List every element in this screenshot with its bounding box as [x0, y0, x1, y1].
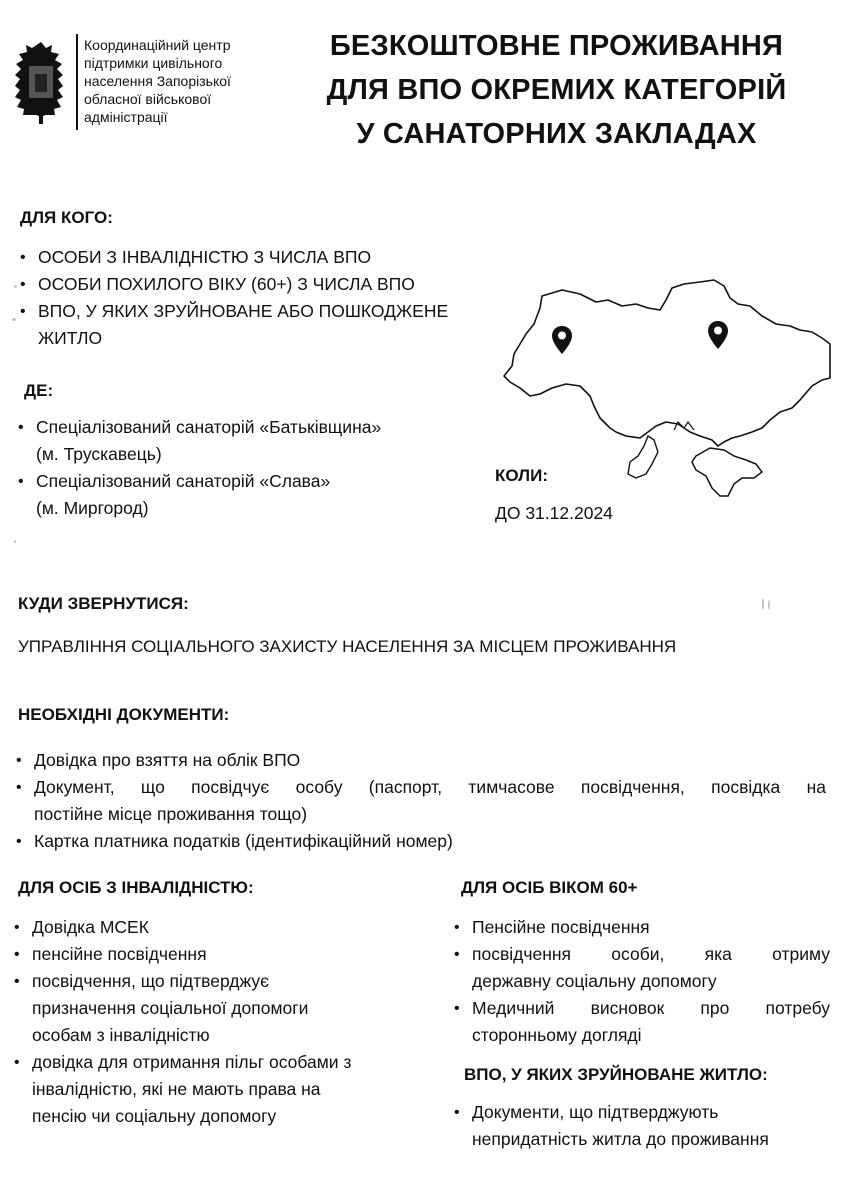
destroyed-housing-heading: ВПО, У ЯКИХ ЗРУЙНОВАНЕ ЖИТЛО:	[464, 1065, 768, 1084]
scan-noise	[768, 600, 770, 610]
disability-heading: ДЛЯ ОСІБ З ІНВАЛІДНІСТЮ:	[18, 878, 254, 897]
sanatorium-item	[16, 414, 486, 468]
when-heading: КОЛИ:	[495, 466, 548, 485]
list-item-text: • Медичний висновок про потребу	[472, 998, 830, 1018]
org-line: підтримки цивільного	[84, 55, 223, 71]
documents-list	[14, 747, 826, 855]
org-line: обласної військової	[84, 91, 212, 107]
list-item-text: ЖИТЛО	[38, 328, 103, 348]
ukraine-map-icon	[500, 260, 840, 500]
list-item	[12, 968, 422, 1049]
org-line: Координаційний центр	[84, 37, 231, 53]
list-item-text: • Довідка МСЕК	[32, 917, 149, 937]
list-item	[452, 995, 830, 1049]
map-pin-icon	[708, 321, 728, 354]
title-line: ДЛЯ ВПО ОКРЕМИХ КАТЕГОРІЙ	[326, 74, 787, 106]
list-item	[18, 244, 518, 271]
list-item-text: непридатність житла до проживання	[472, 1129, 769, 1149]
org-line: населення Запорізької	[84, 73, 231, 89]
org-line: адміністрації	[84, 109, 168, 125]
age60-documents-list	[452, 914, 830, 1049]
list-item-text: • Документи, що підтверджують	[472, 1102, 719, 1122]
list-item-text: пенсію чи соціальну допомогу	[32, 1106, 277, 1126]
document-text-continued: постійне місце проживання тощо)	[34, 804, 308, 824]
list-item-text: • посвідчення, що підтверджує	[32, 971, 270, 991]
list-item-text: сторонньому догляді	[472, 1025, 642, 1045]
list-item	[18, 298, 518, 325]
list-item-text: призначення соціальної допомоги	[32, 998, 309, 1018]
sanatorium-list	[16, 414, 486, 522]
sanatorium-name: • Спеціалізований санаторій «Слава»	[36, 471, 331, 491]
sanatorium-name: • Спеціалізований санаторій «Батьківщина»	[36, 417, 382, 437]
organization-name	[84, 36, 231, 126]
list-item	[18, 325, 518, 352]
list-item-text: • посвідчення особи, яка отриму	[472, 944, 830, 964]
title-line: У САНАТОРНИХ ЗАКЛАДАХ	[356, 118, 757, 150]
coat-of-arms-icon	[12, 38, 70, 126]
for-whom-list	[18, 244, 518, 352]
sanatorium-city: (м. Трускавець)	[36, 444, 162, 464]
document-item	[14, 828, 826, 855]
list-item-text: • довідка для отримання пільг особами з	[32, 1052, 352, 1072]
deadline-date: ДО 31.12.2024	[495, 503, 613, 523]
list-item-text: державну соціальну допомогу	[472, 971, 717, 991]
scan-noise	[12, 318, 16, 321]
scan-noise	[14, 285, 17, 288]
list-item-text: • пенсійне посвідчення	[32, 944, 207, 964]
scan-noise	[14, 540, 16, 543]
sanatorium-city: (м. Миргород)	[36, 498, 149, 518]
document-text: • Документ, що посвідчує особу (паспорт, тимчасове посвідчення, посвідка на	[34, 777, 826, 797]
list-item-text: ВПО, У ЯКИХ ЗРУЙНОВАНЕ АБО ПОШКОДЖЕНЕ	[38, 301, 449, 321]
list-item	[452, 941, 830, 995]
list-item	[12, 1049, 422, 1130]
contact-office: УПРАВЛІННЯ СОЦІАЛЬНОГО ЗАХИСТУ НАСЕЛЕННЯ ЗА МІСЦЕМ ПРОЖИВАННЯ	[18, 637, 677, 656]
document-item	[14, 774, 826, 828]
list-item-text: особам з інвалідністю	[32, 1025, 210, 1045]
scan-noise	[762, 598, 764, 610]
age60-heading: ДЛЯ ОСІБ ВІКОМ 60+	[461, 878, 638, 897]
map-pin-icon	[552, 326, 572, 359]
document-text: • Довідка про взяття на облік ВПО	[34, 750, 301, 770]
list-item	[452, 1099, 830, 1153]
sanatorium-item	[16, 468, 486, 522]
list-item	[12, 914, 422, 941]
disability-documents-list	[12, 914, 422, 1130]
documents-heading: НЕОБХІДНІ ДОКУМЕНТИ:	[18, 705, 230, 724]
page-title	[284, 24, 829, 156]
list-item-text: інвалідністю, які не мають права на	[32, 1079, 321, 1099]
where-heading: ДЕ:	[24, 381, 54, 400]
header-divider	[76, 34, 78, 130]
list-item-text: ОСОБИ З ІНВАЛІДНІСТЮ З ЧИСЛА ВПО	[38, 247, 372, 267]
list-item	[12, 941, 422, 968]
document-item	[14, 747, 826, 774]
document-text: • Картка платника податків (ідентифікаційний номер)	[34, 831, 453, 851]
contact-heading: КУДИ ЗВЕРНУТИСЯ:	[18, 594, 189, 613]
list-item	[18, 271, 518, 298]
for-whom-heading: ДЛЯ КОГО:	[20, 208, 113, 227]
destroyed-housing-documents-list	[452, 1099, 830, 1153]
title-line: БЕЗКОШТОВНЕ ПРОЖИВАННЯ	[329, 30, 784, 62]
list-item-text: • Пенсійне посвідчення	[472, 917, 650, 937]
list-item-text: ОСОБИ ПОХИЛОГО ВІКУ (60+) З ЧИСЛА ВПО	[38, 274, 415, 294]
list-item	[452, 914, 830, 941]
